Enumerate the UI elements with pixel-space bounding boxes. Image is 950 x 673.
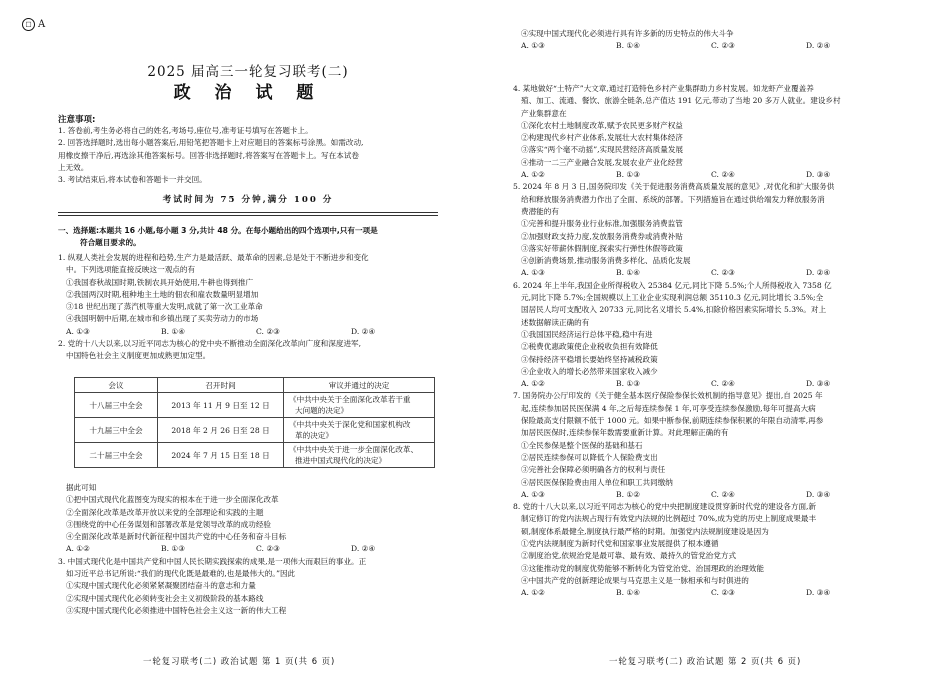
question-line: ④中国共产党的创新理论成果与马克思主义是一脉相承和与时俱进的: [521, 575, 749, 585]
table-header: 召开时间: [158, 378, 284, 393]
question-line: ④全面深化改革是新时代新征程中国共产党的中心任务和奋斗目标: [66, 532, 287, 542]
question-line: ①党内法规制度为新时代党和国家事业发展提供了根本遵循: [521, 538, 719, 548]
table-cell: 二十届三中全会: [75, 443, 158, 468]
question-line: ②制度治党,依规治党是最可靠、最有效、最持久的管党治党方式: [521, 551, 737, 561]
exam-subject: 政 治 试 题: [173, 83, 323, 103]
question-line: ③实现中国式现代化必须推进中国特色社会主义这一新的伟大工程: [66, 605, 287, 615]
question-line: 5. 2024 年 8 月 3 日,国务院印发《关于促进服务消费高质量发展的意见》,对优化和扩大服务供: [513, 182, 835, 192]
question-line: ④居民医保保险费由用人单位和职工共同缴纳: [521, 477, 673, 487]
question-line: 如习近平总书记所说:“我们的现代化既是最难的,也是最伟大的。”因此: [66, 569, 296, 579]
option: C. ②③: [256, 326, 280, 336]
question-line: 中。下列选项能直接反映这一观点的有: [66, 265, 196, 275]
answer-options: [513, 587, 901, 599]
option: D. ②④: [806, 268, 831, 278]
page-footer: 一轮复习联考(二) 政治试题 第 2 页(共 6 页): [609, 656, 802, 666]
table-cell: [284, 393, 435, 418]
question-line: ②全面深化改革是改革开放以来党的全部理论和实践的主题: [66, 507, 264, 517]
option: D. ②④: [351, 326, 376, 336]
option: C. ②③: [711, 268, 735, 278]
option: B. ①④: [616, 588, 641, 598]
question-line: ②实现中国式现代化必须转变社会主义初级阶段的基本路线: [66, 593, 264, 603]
time-line: 考试时间为 75 分钟,满分 100 分: [162, 195, 334, 205]
question-line: 保险最高支付限额不低于 1000 元。如果中断参保,前期连续参保积累的年限自动清零,再参: [521, 416, 824, 426]
option: D. ②④: [351, 544, 376, 554]
question-line: ①实现中国式现代化必须紧紧凝聚团结奋斗的意志和力量: [66, 581, 256, 591]
question-line: 加居民医保时,连续参保年数需要重新计算。对此理解正确的有: [521, 428, 729, 438]
notice-line: 用橡皮擦干净后,再选涂其他答案标号。回答非选择题时,将答案写在答题卡上。写在本试卷: [58, 150, 359, 160]
option: B. ①②: [616, 489, 641, 499]
option: D. ③④: [806, 489, 831, 499]
question-line: ③保持经济平稳增长要始终坚持减税政策: [521, 354, 658, 364]
option: C. ②③: [256, 544, 280, 554]
question-line: 6. 2024 年上半年,我国企业所得税收入 25384 亿元,同比下降 5.5%;个人所得税收入 7358 亿: [513, 280, 832, 290]
question-line: 中国特色社会主义制度更加成熟更加定型。: [66, 351, 211, 361]
answer-options: [58, 326, 446, 338]
question-1: [58, 252, 446, 363]
notice-list: [58, 125, 363, 186]
divider: [58, 215, 438, 216]
question-line: 制定修订的党内法规占现行有效党内法规的比例超过 70%,成为党的历史上制度成果最丰: [521, 514, 817, 524]
option: A. ①②: [521, 170, 545, 180]
question-line: ②构建现代乡村产业体系,发展壮大农村集体经济: [521, 133, 683, 143]
question-line: 国居民人均可支配收入 20733 元,同比名义增长 5.4%,扣除价格因素实际增长 5.3%。对上: [521, 305, 827, 315]
answer-options: [513, 267, 901, 279]
table-cell: [284, 418, 435, 443]
table-row: [75, 393, 435, 418]
option: B. ①③: [616, 170, 641, 180]
question-line: ①完善和提升服务业行业标准,加强服务消费监管: [521, 219, 683, 229]
table-header-row: [75, 378, 435, 393]
notice-line: 1. 答卷前,考生务必将自己的姓名,考场号,座位号,准考证号填写在答题卡上。: [58, 126, 313, 135]
table-header: 会议: [75, 378, 158, 393]
option: A. ①③: [521, 268, 545, 278]
notice-line: 上无效。: [58, 162, 89, 172]
table-cell: [284, 443, 435, 468]
divider: [58, 212, 438, 213]
question-3-end: [513, 28, 901, 53]
question-line: ②加强财政支持力度,发放服务消费券或消费补贴: [521, 231, 683, 241]
answer-options: [513, 489, 901, 501]
option: A. ①②: [66, 544, 90, 554]
option: B. ①④: [616, 41, 641, 51]
question-4: [513, 83, 901, 599]
question-line: ④企业收入的增长必然带来国家收入减少: [521, 366, 658, 376]
table-row: [75, 418, 435, 443]
question-line: 起,连续参加居民医保满 4 年,之后每连续参保 1 年,可享受连续参保激励,每年可提高大病: [521, 403, 816, 413]
exam-title: 2025 届高三一轮复习联考(二): [147, 64, 349, 80]
section-heading: [58, 225, 378, 250]
option: B. ①④: [161, 326, 186, 336]
question-line: 据此可知: [66, 483, 97, 492]
table-cell: 十八届三中全会: [75, 393, 158, 418]
page-footer: 一轮复习联考(二) 政治试题 第 1 页(共 6 页): [143, 656, 336, 666]
question-line: ④推动一二三产业融合发展,发展农业产业化经营: [521, 157, 683, 167]
question-line: 7. 国务院办公厅印发的《关于健全基本医疗保险参保长效机制的指导意见》提出,自 2025 年: [513, 391, 823, 401]
question-line: ①全民参保是整个医保的基础和基石: [521, 440, 643, 450]
cell-line: 《中共中央关于进一步全面深化改革、: [289, 445, 419, 454]
question-line: ④创新消费场景,推动服务消费多样化、品质化发展: [521, 256, 691, 266]
cell-line: 《中共中央关于深化党和国家机构改: [289, 420, 411, 429]
section-line: 符合题目要求的。: [80, 238, 141, 248]
option: D. ③④: [806, 170, 831, 180]
question-line: 述数据解读正确的有: [521, 317, 590, 327]
circle-icon: ☐: [22, 18, 35, 31]
cell-line: 《中共中央关于全面深化改革若干重: [289, 395, 411, 404]
table-cell: 2024 年 7 月 15 日至 18 日: [158, 443, 284, 468]
cell-line: 推进中国式现代化的决定》: [295, 456, 387, 465]
question-line: 4. 某地做好“土特产”大文章,通过打造特色乡村产业集群助力乡村发展。如龙虾产业覆盖养: [513, 84, 814, 93]
option: A. ①②: [521, 588, 545, 598]
option: A. ①②: [521, 379, 545, 389]
question-line: 产业集群意在: [521, 108, 567, 118]
question-line: ③围绕党的中心任务谋划和部署改革是党领导改革的成功经验: [66, 519, 272, 529]
option: A. ①③: [66, 326, 90, 336]
table-cell: 十九届三中全会: [75, 418, 158, 443]
option: B. ①③: [616, 379, 641, 389]
question-line: ③这能推动党的制度优势能够不断转化为管党治党、治国理政的治理效能: [521, 563, 764, 573]
option: D. ③④: [806, 588, 831, 598]
question-line: 硕,制度体系最健全,制度执行最严格的时期。加强党内法规制度建设是因为: [521, 526, 769, 536]
question-line: 8. 党的十八大以来,以习近平同志为核心的党中央把制度建设贯穿新时代党的建设各方面,新: [513, 502, 817, 512]
notice-line: 3. 考试结束后,将本试卷和答题卡一并交回。: [58, 175, 207, 185]
table-cell: 2013 年 11 月 9 日至 12 日: [158, 393, 284, 418]
question-line: ②我国两汉时期,租种地主土地的佃农和雇农数量明显增加: [66, 289, 259, 299]
question-line: ④我国明朝中后期,在城市和乡镇出现了买卖劳动力的市场: [66, 314, 259, 324]
section-line: 一、选择题:本题共 16 小题,每小题 3 分,共计 48 分。在每小题给出的四个选项中,只有一项是: [58, 226, 378, 235]
option: C. ②④: [711, 489, 735, 499]
option: D. ②④: [806, 41, 831, 51]
notice-line: 2. 回答选择题时,选出每小题答案后,用铅笔把答题卡上对应题目的答案标号涂黑。如需改动,: [58, 138, 364, 148]
meetings-table: [74, 377, 435, 468]
question-line: ①深化农村土地制度改革,赋予农民更多财产权益: [521, 120, 683, 130]
answer-options: [513, 169, 901, 181]
table-row: [75, 443, 435, 468]
question-line: ③完善社会保障必须明确各方的权利与责任: [521, 465, 666, 475]
option: C. ②④: [711, 170, 735, 180]
table-header: 审议并通过的决定: [284, 378, 435, 393]
question-line: ②居民连续参保可以降低个人保险费支出: [521, 452, 658, 462]
question-line: 给和释放服务消费潜力作出了全面、系统的部署。下列措施旨在通过供给端发力释放服务消: [521, 194, 825, 204]
answer-options: [513, 378, 901, 390]
option: A. ①③: [521, 41, 545, 51]
question-line: 2. 党的十八大以来,以习近平同志为核心的党中央不断推动全面深化改革向广度和深度进军,: [58, 339, 362, 349]
question-line: ③落实“两个毫不动摇”,实现民营经济高质量发展: [521, 145, 684, 155]
cell-line: 革的决定》: [295, 431, 333, 440]
question-line: ②税费优惠政策使企业税收负担有效降低: [521, 342, 658, 352]
question-line: ③落实好带薪休假制度,探索实行弹性休假等政策: [521, 243, 683, 253]
question-line: ①我国国民经济运行总体平稳,稳中有进: [521, 329, 653, 339]
corner-mark: [22, 18, 45, 31]
question-line: 殖、加工、流通、餐饮、旅游全链条,总产值达 191 亿元,带动了当地 20 多万人就业。建设乡村: [521, 96, 841, 106]
question-line: 元,同比下降 5.7%;全国规模以上工业企业实现利润总额 35110.3 亿元,同比增长 3.5%;全: [521, 293, 824, 303]
option: C. ②③: [711, 41, 735, 51]
answer-options: [58, 543, 446, 555]
option: A. ①③: [521, 489, 545, 499]
question-line: 费潜能的有: [521, 206, 559, 216]
corner-label: A: [38, 19, 46, 30]
option: C. ②④: [711, 379, 735, 389]
question-line: ①把中国式现代化蓝图变为现实的根本在于进一步全面深化改革: [66, 495, 279, 505]
question-line: ③18 世纪出现了蒸汽机等重大发明,成就了第一次工业革命: [66, 302, 263, 312]
option: B. ①③: [161, 544, 186, 554]
question-line: 3. 中国式现代化是中国共产党和中国人民长期实践探索的成果,是一项伟大而艰巨的事业。正: [58, 556, 367, 566]
question-line: 1. 纵观人类社会发展的进程和趋势,生产力是最活跃、最革命的因素,总是处于不断进步和变化: [58, 253, 369, 262]
option: D. ③④: [806, 379, 831, 389]
option: B. ①④: [616, 268, 641, 278]
answer-options: [513, 40, 901, 52]
cell-line: 大问题的决定》: [295, 406, 349, 415]
option: C. ②③: [711, 588, 735, 598]
table-cell: 2018 年 2 月 26 日至 28 日: [158, 418, 284, 443]
question-line: ①我国春秋战国时期,铁制农具开始使用,牛耕也得到推广: [66, 277, 254, 287]
notice-heading: 注意事项:: [58, 115, 96, 125]
question-2-body: [58, 482, 446, 617]
question-line: ④实现中国式现代化必须进行具有许多新的历史特点的伟大斗争: [521, 29, 734, 38]
